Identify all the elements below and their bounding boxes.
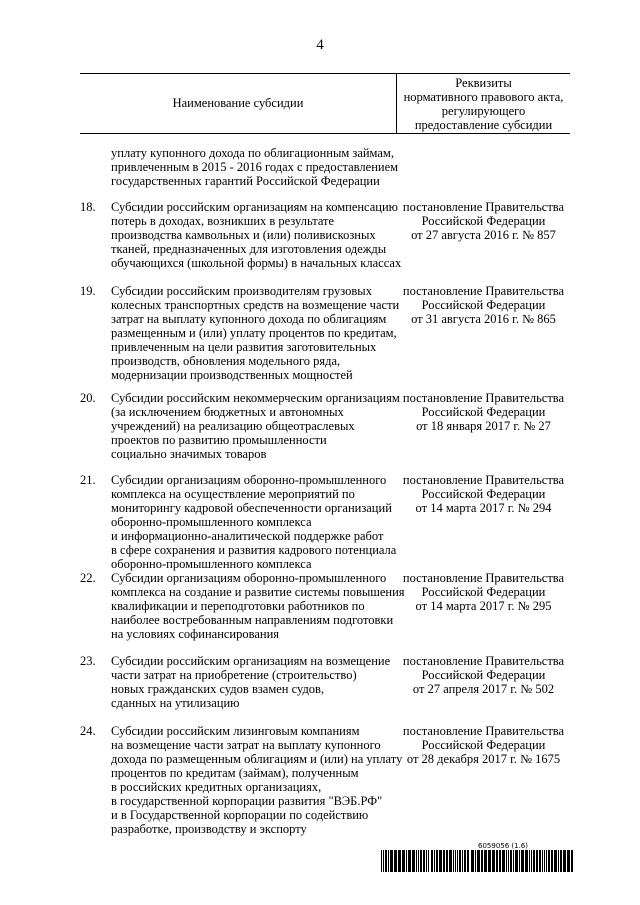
subsidy-name-line: затрат на выплату купонного дохода по облигациям (111, 312, 387, 326)
subsidy-name-line: Субсидии организациям оборонно-промышленного (111, 473, 387, 487)
subsidy-name-line: обучающихся (школьной формы) в начальных классах (111, 256, 402, 270)
row-number: 20. (80, 391, 96, 405)
subsidy-name-line: Субсидии российским некоммерческим организациям (111, 391, 400, 405)
legal-act-line: от 27 августа 2016 г. № 857 (411, 228, 556, 242)
row-number: 22. (80, 571, 96, 585)
legal-act-line: постановление Правительства (402, 284, 565, 298)
subsidy-name-line: Субсидии российским производителям грузовых (111, 284, 372, 298)
subsidy-name-line: дохода по размещенным облигациям и (или) на уплату (111, 752, 403, 766)
row-number: 24. (80, 724, 96, 738)
header-subsidy-name: Наименование субсидии (172, 95, 304, 110)
continuation-line: государственных гарантий Российской Федерации (111, 174, 380, 188)
subsidy-name-line: и в Государственной корпорации по содействию (111, 808, 369, 822)
legal-act-line: Российской Федерации (421, 668, 546, 682)
legal-act-line: постановление Правительства (402, 654, 565, 668)
subsidy-name (111, 284, 400, 382)
header-requisites (397, 76, 570, 132)
legal-act-line: от 28 декабря 2017 г. № 1675 (406, 752, 561, 766)
barcode-image (381, 850, 575, 872)
subsidy-name-line: и информационно-аналитической поддержке работ (111, 529, 384, 543)
header-requisites-line: Реквизиты (455, 76, 512, 90)
subsidy-name-line: новых гражданских судов взамен судов, (111, 682, 325, 696)
page-number: 4 (316, 37, 324, 53)
subsidy-name-line: сданных на утилизацию (111, 696, 240, 710)
legal-act-requisites (397, 571, 570, 613)
legal-act-requisites (397, 200, 570, 242)
subsidy-name (111, 391, 400, 461)
legal-act-line: Российской Федерации (421, 585, 546, 599)
subsidy-name-line: в государственной корпорации развития "ВЭБ.РФ" (111, 794, 383, 808)
subsidy-name-line: части затрат на приобретение (строительство) (111, 668, 357, 682)
subsidy-name-line: в российских кредитных организациях, (111, 780, 322, 794)
subsidy-name-line: потерь в доходах, возникших в результате (111, 214, 335, 228)
table-header-bottom-border (80, 133, 570, 134)
legal-act-line: Российской Федерации (421, 738, 546, 752)
subsidy-name-line: в сфере сохранения и развития кадрового потенциала (111, 543, 397, 557)
subsidy-name-line: размещенным и (или) уплату процентов по кредитам, (111, 326, 397, 340)
subsidy-name (111, 571, 405, 641)
subsidy-name-line: квалификации и переподготовки работников по (111, 599, 365, 613)
subsidy-name-line: проектов по развитию промышленности (111, 433, 327, 447)
header-requisites-line: регулирующего (441, 104, 526, 118)
header-requisites-line: нормативного правового акта, (403, 90, 564, 104)
barcode-label: 6059056 (1.6) (478, 842, 528, 850)
subsidy-name-line: Субсидии российским организациям на возмещение (111, 654, 391, 668)
legal-act-line: от 27 апреля 2017 г. № 502 (412, 682, 555, 696)
legal-act-line: от 18 января 2017 г. № 27 (416, 419, 551, 433)
legal-act-requisites (397, 391, 570, 433)
subsidy-name (111, 654, 396, 710)
header-requisites-line: предоставление субсидии (414, 118, 553, 132)
legal-act-line: от 31 августа 2016 г. № 865 (411, 312, 556, 326)
legal-act-requisites (397, 284, 570, 326)
legal-act-requisites (397, 724, 570, 766)
subsidy-name-line: Субсидии российским лизинговым компаниям (111, 724, 360, 738)
legal-act-line: постановление Правительства (402, 391, 565, 405)
row-number: 23. (80, 654, 96, 668)
subsidy-name-line: производств, обновления модельного ряда, (111, 354, 341, 368)
subsidy-name-line: оборонно-промышленного комплекса (111, 515, 312, 529)
subsidy-name-line: производства камвольных и (или) поливискозных (111, 228, 376, 242)
subsidy-name-line: (за исключением бюджетных и автономных (111, 405, 344, 419)
subsidy-name (111, 200, 402, 270)
subsidy-name-line: тканей, предназначенных для изготовления одежды (111, 242, 387, 256)
legal-act-requisites (397, 654, 570, 696)
legal-act-line: Российской Федерации (421, 214, 546, 228)
subsidy-name-line: наиболее востребованным направлениям подготовки (111, 613, 394, 627)
subsidy-name-line: разработке, производству и экспорту (111, 822, 307, 836)
continuation-line: привлеченным в 2015 - 2016 годах с предоставлением (111, 160, 399, 174)
row-number: 21. (80, 473, 96, 487)
legal-act-line: от 14 марта 2017 г. № 295 (415, 599, 552, 613)
legal-act-line: постановление Правительства (402, 200, 565, 214)
continuation-line: уплату купонного дохода по облигационным займам, (111, 146, 394, 160)
subsidy-name (111, 724, 403, 836)
subsidy-name-line: учреждений) на реализацию общеотраслевых (111, 419, 355, 433)
subsidy-name-line: Субсидии организациям оборонно-промышленного (111, 571, 387, 585)
legal-act-requisites (397, 473, 570, 515)
subsidy-name-line: колесных транспортных средств на возмещение части (111, 298, 400, 312)
legal-act-line: Российской Федерации (421, 405, 546, 419)
legal-act-line: постановление Правительства (402, 473, 565, 487)
subsidy-name-line: на возмещение части затрат на выплату купонного (111, 738, 381, 752)
legal-act-line: Российской Федерации (421, 487, 546, 501)
subsidy-name-line: Субсидии российским организациям на компенсацию (111, 200, 399, 214)
continuation-text (111, 146, 399, 188)
subsidy-name-line: социально значимых товаров (111, 447, 267, 461)
legal-act-line: от 14 марта 2017 г. № 294 (415, 501, 552, 515)
subsidy-name-line: оборонно-промышленного комплекса (111, 557, 312, 571)
row-number: 19. (80, 284, 96, 298)
subsidy-name-line: модернизации производственных мощностей (111, 368, 353, 382)
subsidy-name-line: комплекса на создание и развитие системы повышения (111, 585, 405, 599)
subsidy-name-line: комплекса на осуществление мероприятий по (111, 487, 355, 501)
subsidy-name-line: привлеченным на цели развития заготовительных (111, 340, 377, 354)
subsidy-name-line: на условиях софинансирования (111, 627, 280, 641)
legal-act-line: постановление Правительства (402, 724, 565, 738)
subsidy-name-line: процентов по кредитам (займам), полученным (111, 766, 359, 780)
subsidy-name (111, 473, 396, 571)
row-number: 18. (80, 200, 96, 214)
subsidy-name-line: мониторингу кадровой обеспеченности организаций (111, 501, 392, 515)
legal-act-line: Российской Федерации (421, 298, 546, 312)
legal-act-line: постановление Правительства (402, 571, 565, 585)
